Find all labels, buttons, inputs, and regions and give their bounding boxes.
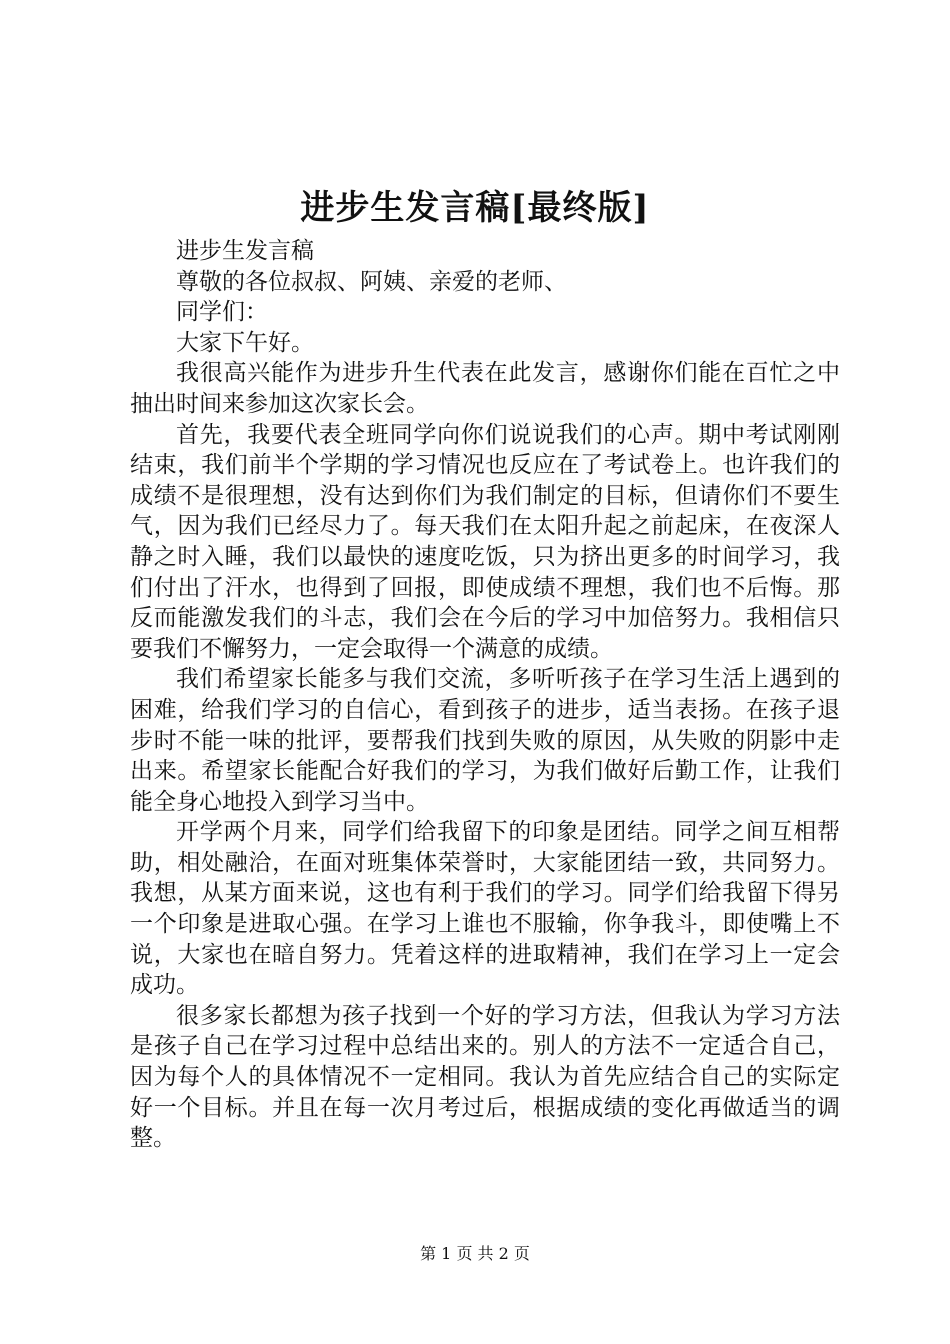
- paragraph: 我们希望家长能多与我们交流，多听听孩子在学习生活上遇到的困难，给我们学习的自信心，看到孩子的进步，适当表扬。在孩子退步时不能一味的批评，要帮我们找到失败的原因，从失败的阴影中走出来。希望家长能配合好我们的学习，为我们做好后勤工作，让我们能全身心地投入到学习当中。: [130, 666, 840, 815]
- paragraph: 很多家长都想为孩子找到一个好的学习方法，但我认为学习方法是孩子自己在学习过程中总结出来的。别人的方法不一定适合自己，因为每个人的具体情况不一定相同。我认为首先应结合自己的实际定好一个目标。并且在每一次月考过后，根据成绩的变化再做适当的调整。: [130, 1002, 840, 1152]
- document-title: 进步生发言稿[最终版]: [300, 188, 650, 228]
- paragraph: 我很高兴能作为进步升生代表在此发言，感谢你们能在百忙之中抽出时间来参加这次家长会。: [130, 360, 840, 417]
- page-footer: [0, 1244, 950, 1264]
- paragraph-salutation-students: 同学们：: [176, 299, 268, 326]
- page-number: 第 1 页 共 2 页: [420, 1244, 530, 1263]
- paragraph-heading: 进步生发言稿: [176, 238, 314, 264]
- paragraph-greeting: 大家下午好。: [176, 329, 314, 356]
- paragraph-salutation: 尊敬的各位叔叔、阿姨、亲爱的老师、: [176, 268, 567, 295]
- paragraph: 首先，我要代表全班同学向你们说说我们的心声。期中考试刚刚结束，我们前半个学期的学习情况也反应在了考试卷上。也许我们的成绩不是很理想，没有达到你们为我们制定的目标，但请你们不要生气，因为我们已经尽力了。每天我们在太阳升起之前起床，在夜深人静之时入睡，我们以最快的速度吃饭，只为挤出更多的时间学习，我们付出了汗水，也得到了回报，即使成绩不理想，我们也不后悔。那反而能激发我们的斗志，我们会在今后的学习中加倍努力。我相信只要我们不懈努力，一定会取得一个满意的成绩。: [130, 421, 840, 662]
- document-body: [130, 236, 840, 1154]
- paragraph: 开学两个月来，同学们给我留下的印象是团结。同学之间互相帮助，相处融洽，在面对班集体荣誉时，大家能团结一致，共同努力。我想，从某方面来说，这也有利于我们的学习。同学们给我留下得另一个印象是进取心强。在学习上谁也不服输，你争我斗，即使嘴上不说，大家也在暗自努力。凭着这样的进取精神，我们在学习上一定会成功。: [130, 819, 840, 999]
